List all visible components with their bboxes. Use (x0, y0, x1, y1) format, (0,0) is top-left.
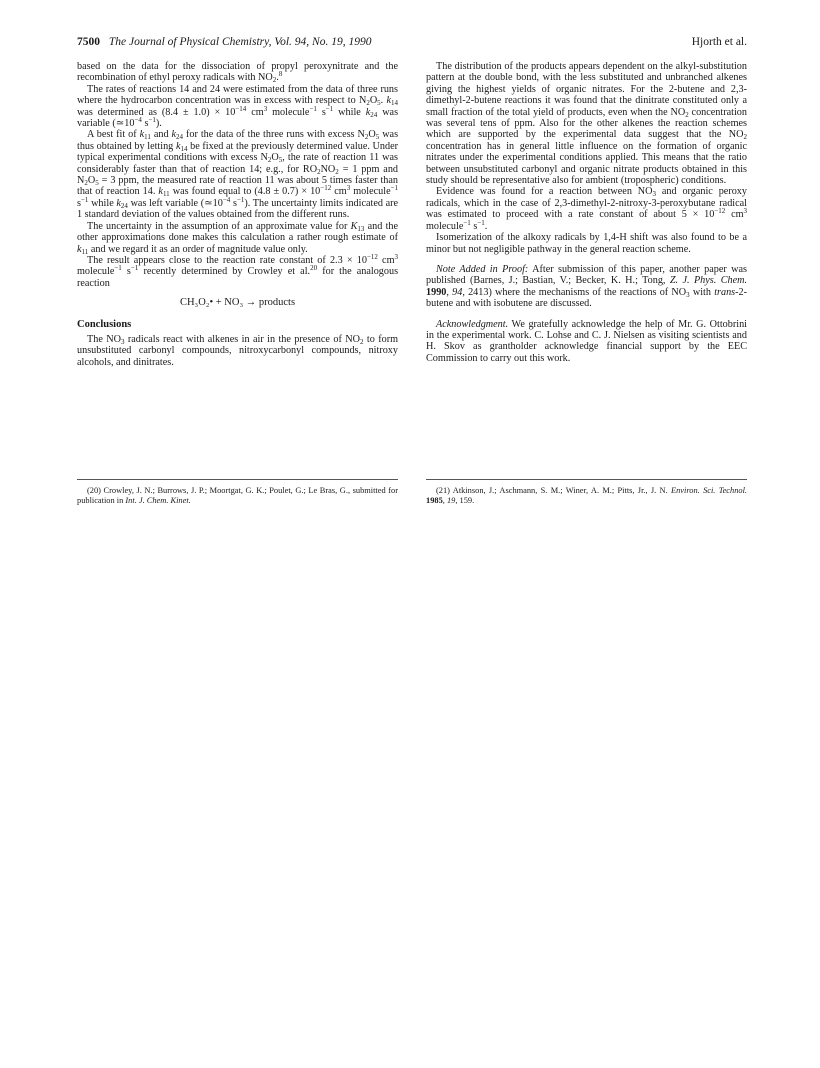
left-column (77, 61, 398, 368)
footnote-divider (77, 479, 398, 480)
footnote-21: (21) Atkinson, J.; Aschmann, S. M.; Winer, A. M.; Pitts, Jr., J. N. Environ. Sci. Technol. 1985, 19, 159. (426, 486, 748, 505)
acknowledgment: Acknowledgment. We gratefully acknowledge the help of Mr. G. Ottobrini in the experimental work. C. Lohse and C. J. Nielsen as visiting scientists and H. Skov as grantholder acknowledge financial support by the EEC Commission to carry out this work. (426, 318, 747, 364)
paragraph: The distribution of the products appears dependent on the alkyl-substitution pattern at the double bond, with the less substituted and unbranched alkenes giving the highest yields of organic nitrates. For the 2-butene and 2,3-dimethyl-2-butene reactions it was found that the dinitrate constituted only a small fraction of the total yield of products, even when the $NO_2$ concentration was several tens of ppm. Also for the other alkenes the reaction schemes which are supported by the experimental data suggest that the $NO_2$ concentration has in general little influence on the formation of organic nitrates under the experimental conditions applied. This means that the ratio between unsubstituted carbonyl and organic nitrate products obtained in this study should be representative also for ambient (tropospheric) conditions. (426, 61, 747, 187)
journal-citation: The Journal of Physical Chemistry, Vol. 94, No. 19, 1990 (108, 36, 372, 48)
running-authors: Hjorth et al. (691, 36, 747, 48)
page-number: 7500 (77, 36, 100, 48)
footnote-divider (426, 479, 747, 480)
reaction-equation: CH₃O₂• + NO₃ → products (179, 297, 296, 309)
paragraph: A best fit of $k_{11}$ and $k_{24}$ for the data of the three runs with excess $N_2O_5$ was thus obtained by letting $k_{14}$ be fixed at the previously determined value. Under typical experimental conditions with excess $N_2O_5$, the rate of reaction 11 was considerably faster than that of reaction 14; e.g., for $RO_2NO_2 = 1$ ppm and $N_2O_5 = 3$ ppm, the measured rate of reaction 11 was about 5 times faster than that of reaction 14. $k_{11}$ was found equal to $(4.8 \pm 0.7) \times 10^{-12}$ $cm^3$ molecule$^{-1}$ $s^{-1}$ while $k_{24}$ was left variable ($≃10^{-4}$ $s^{-1}$). The uncertainty limits indicated are 1 standard deviation of the values obtained from the different runs. (77, 129, 399, 221)
paragraph: Isomerization of the alkoxy radicals by 1,4-H shift was also found to be a minor but not negligible pathway in the general reaction scheme. (426, 232, 747, 255)
paragraph: The uncertainty in the assumption of an approximate value for $K_{13}$ and the other approximations done makes this calculation a rather rough estimate of $k_{11}$ and we regard it as an order of magnitude value only. (77, 220, 399, 256)
section-heading-conclusions: Conclusions (77, 318, 132, 330)
note-added-in-proof: Note Added in Proof: After submission of this paper, another paper was published (Barnes, J.; Bastian, V.; Becker, K. H.; Tong, Z. J. Phys. Chem. 1990, 94, 2413) where the mechanisms of the reactions of $NO_3$ with trans-2-butene and with isobutene are discussed. (426, 263, 748, 310)
paragraph: Evidence was found for a reaction between $NO_3$ and organic peroxy radicals, which in the case of 2,3-dimethyl-2-nitroxy-3-peroxybutane radical was estimated to proceed with a rate constant of about $5 \times 10^{-12}$ $cm^3$ molecule$^{-1}$ $s^{-1}$. (426, 186, 748, 232)
right-column (426, 61, 747, 364)
footnote-20: (20) Crowley, J. N.; Burrows, J. P.; Moortgat, G. K.; Poulet, G.; Le Bras, G., submitted for publication in Int. J. Chem. Kinet. (77, 486, 398, 505)
paragraph: The $NO_3$ radicals react with alkenes in air in the presence of $NO_2$ to form unsubstituted carbonyl compounds, nitroxycarbonyl compounds, nitroxy alcohols, and dinitrates. (77, 333, 399, 368)
paragraph: The rates of reactions 14 and 24 were estimated from the data of three runs where the hydrocarbon concentration was in excess with respect to $N_2O_5$. $k_{14}$ was determined as $(8.4 \pm 1.0) \times 10^{-14}$ $cm^3$ molecule$^{-1}$ $s^{-1}$ while $k_{24}$ was variable ($≃10^{-4}$ $s^{-1}$). (77, 83, 399, 130)
paragraph: The result appears close to the reaction rate constant of $2.3 \times 10^{-12}$ $cm^3$ molecule$^{-1}$ $s^{-1}$ recently determined by Crowley et al.$^{20}$ for the analogous reaction (77, 252, 399, 289)
paragraph: based on the data for the dissociation of propyl peroxynitrate and the recombination of ethyl peroxy radicals with $NO_2.^8$ (77, 61, 398, 85)
running-header (77, 36, 747, 52)
